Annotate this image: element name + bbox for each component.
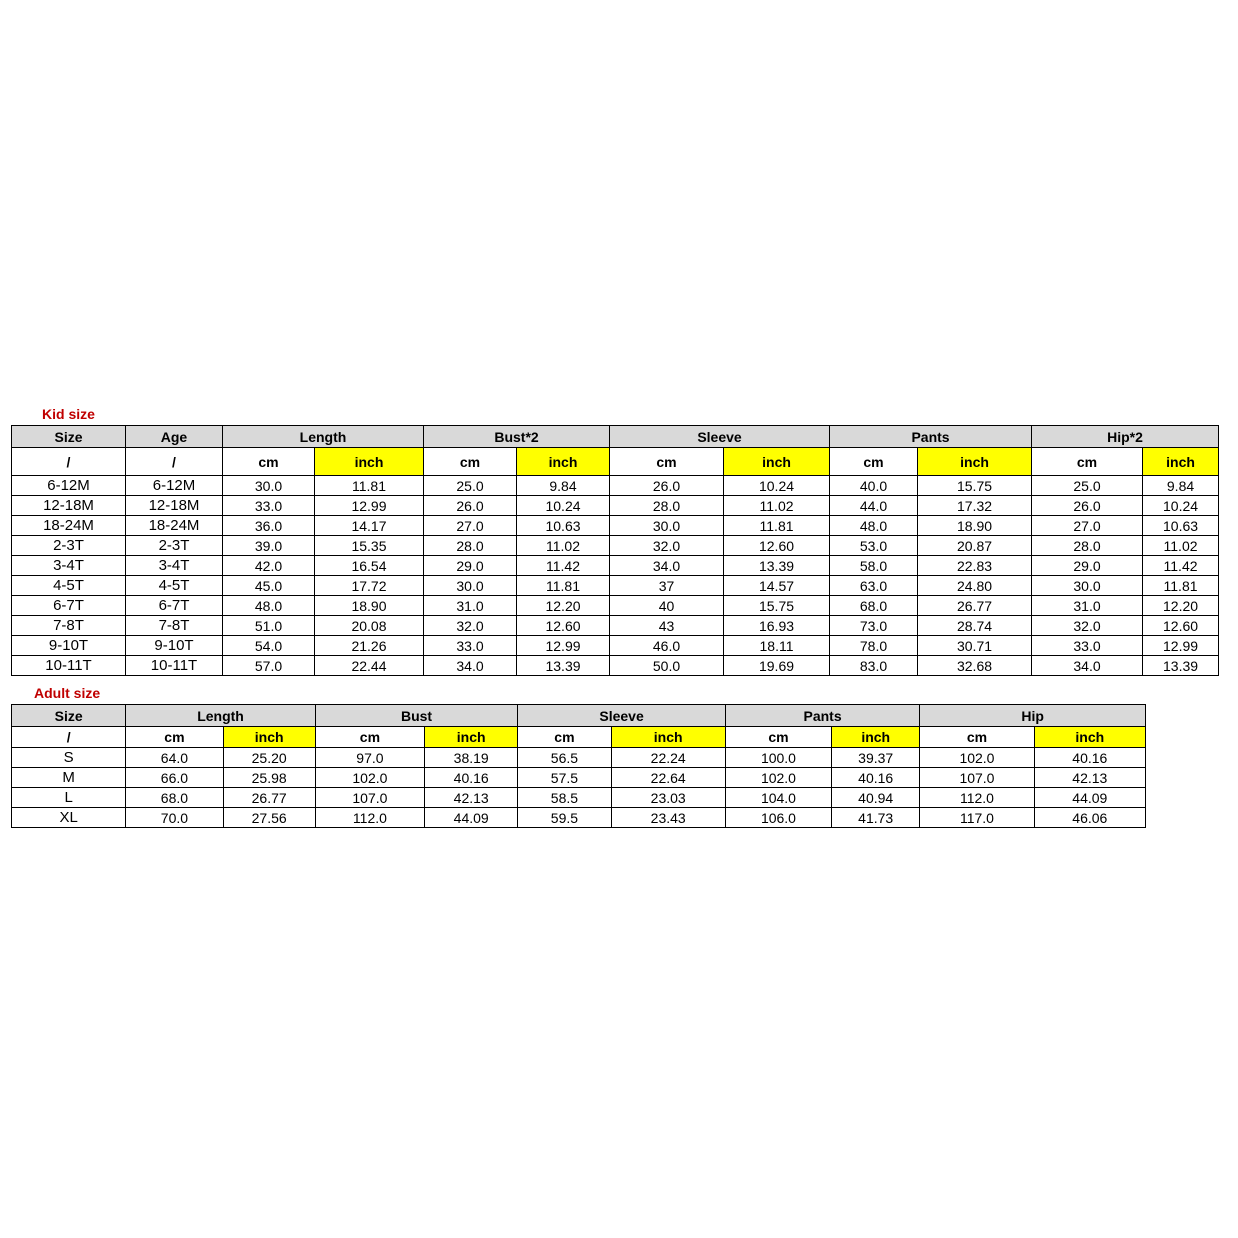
kid-cell: 18.11 (724, 636, 830, 656)
kid-cell: 3-4T (12, 556, 126, 576)
adult-cell: 102.0 (920, 748, 1034, 768)
adult-cell: 112.0 (920, 788, 1034, 808)
adult-unit-cell: cm (126, 727, 223, 748)
kid-cell: 2-3T (12, 536, 126, 556)
adult-cell: 23.43 (611, 808, 725, 828)
kid-cell: 9.84 (1143, 476, 1219, 496)
kid-cell: 28.0 (610, 496, 724, 516)
adult-cell: 44.09 (1034, 788, 1145, 808)
kid-cell: 12.60 (724, 536, 830, 556)
table-row (12, 616, 1219, 636)
adult-cell: 26.77 (223, 788, 315, 808)
kid-cell: 10-11T (126, 656, 223, 676)
adult-cell: 27.56 (223, 808, 315, 828)
adult-cell: 46.06 (1034, 808, 1145, 828)
kid-unit-cell: cm (830, 448, 918, 476)
adult-cell: 42.13 (1034, 768, 1145, 788)
kid-cell: 6-7T (12, 596, 126, 616)
kid-cell: 12.60 (517, 616, 610, 636)
kid-cell: 11.42 (517, 556, 610, 576)
kid-unit-row (12, 448, 1219, 476)
adult-unit-cell: cm (518, 727, 611, 748)
adult-cell: 38.19 (425, 748, 518, 768)
kid-cell: 6-12M (12, 476, 126, 496)
kid-header-cell: Length (223, 426, 424, 448)
kid-cell: 11.02 (517, 536, 610, 556)
adult-cell: 112.0 (315, 808, 424, 828)
adult-size-table (11, 704, 1146, 828)
kid-cell: 34.0 (424, 656, 517, 676)
adult-cell: 70.0 (126, 808, 223, 828)
adult-cell: 25.98 (223, 768, 315, 788)
kid-cell: 30.71 (918, 636, 1032, 656)
adult-cell: 107.0 (315, 788, 424, 808)
kid-cell: 32.0 (1032, 616, 1143, 636)
kid-cell: 30.0 (223, 476, 315, 496)
adult-cell: 104.0 (725, 788, 831, 808)
kid-cell: 2-3T (126, 536, 223, 556)
kid-cell: 50.0 (610, 656, 724, 676)
kid-cell: 6-7T (126, 596, 223, 616)
kid-cell: 26.0 (1032, 496, 1143, 516)
kid-cell: 45.0 (223, 576, 315, 596)
kid-cell: 14.57 (724, 576, 830, 596)
kid-cell: 12.99 (517, 636, 610, 656)
kid-unit-cell: inch (918, 448, 1032, 476)
kid-cell: 26.0 (424, 496, 517, 516)
kid-header-cell: Sleeve (610, 426, 830, 448)
kid-cell: 6-12M (126, 476, 223, 496)
table-row (12, 748, 1146, 768)
kid-unit-cell: inch (517, 448, 610, 476)
kid-cell: 34.0 (1032, 656, 1143, 676)
kid-cell: 22.83 (918, 556, 1032, 576)
adult-cell: 64.0 (126, 748, 223, 768)
kid-cell: 48.0 (830, 516, 918, 536)
kid-cell: 33.0 (1032, 636, 1143, 656)
kid-cell: 18.90 (918, 516, 1032, 536)
kid-cell: 54.0 (223, 636, 315, 656)
kid-cell: 10.63 (1143, 516, 1219, 536)
adult-cell: 42.13 (425, 788, 518, 808)
adult-unit-cell: cm (725, 727, 831, 748)
table-row (12, 556, 1219, 576)
adult-unit-cell: inch (832, 727, 920, 748)
kid-cell: 10.63 (517, 516, 610, 536)
kid-cell: 18.90 (315, 596, 424, 616)
kid-cell: 29.0 (424, 556, 517, 576)
kid-cell: 18-24M (12, 516, 126, 536)
table-row (12, 636, 1219, 656)
kid-cell: 40.0 (830, 476, 918, 496)
kid-cell: 7-8T (126, 616, 223, 636)
adult-unit-cell: inch (1034, 727, 1145, 748)
kid-cell: 4-5T (12, 576, 126, 596)
kid-cell: 10.24 (1143, 496, 1219, 516)
kid-unit-cell: cm (223, 448, 315, 476)
kid-cell: 48.0 (223, 596, 315, 616)
kid-cell: 9-10T (126, 636, 223, 656)
adult-cell: L (12, 788, 126, 808)
adult-cell: 66.0 (126, 768, 223, 788)
kid-cell: 20.08 (315, 616, 424, 636)
kid-cell: 12.20 (517, 596, 610, 616)
adult-header-cell: Size (12, 705, 126, 727)
adult-cell: M (12, 768, 126, 788)
kid-cell: 10-11T (12, 656, 126, 676)
kid-cell: 13.39 (1143, 656, 1219, 676)
adult-header-cell: Pants (725, 705, 919, 727)
adult-cell: 102.0 (725, 768, 831, 788)
kid-cell: 83.0 (830, 656, 918, 676)
kid-cell: 36.0 (223, 516, 315, 536)
kid-cell: 9-10T (12, 636, 126, 656)
adult-unit-cell: / (12, 727, 126, 748)
kid-header-cell: Bust*2 (424, 426, 610, 448)
kid-cell: 11.81 (1143, 576, 1219, 596)
kid-cell: 30.0 (424, 576, 517, 596)
kid-cell: 33.0 (424, 636, 517, 656)
kid-cell: 53.0 (830, 536, 918, 556)
adult-cell: 40.16 (1034, 748, 1145, 768)
kid-cell: 22.44 (315, 656, 424, 676)
kid-cell: 78.0 (830, 636, 918, 656)
kid-cell: 10.24 (517, 496, 610, 516)
kid-cell: 7-8T (12, 616, 126, 636)
kid-cell: 58.0 (830, 556, 918, 576)
adult-header-cell: Sleeve (518, 705, 726, 727)
kid-cell: 34.0 (610, 556, 724, 576)
kid-cell: 57.0 (223, 656, 315, 676)
adult-unit-cell: inch (425, 727, 518, 748)
kid-unit-cell: / (126, 448, 223, 476)
adult-unit-row (12, 727, 1146, 748)
kid-unit-cell: inch (724, 448, 830, 476)
kid-size-table (11, 425, 1219, 676)
kid-cell: 16.93 (724, 616, 830, 636)
kid-cell: 15.75 (918, 476, 1032, 496)
kid-cell: 37 (610, 576, 724, 596)
adult-cell: 57.5 (518, 768, 611, 788)
table-row (12, 496, 1219, 516)
adult-cell: 40.16 (425, 768, 518, 788)
kid-cell: 16.54 (315, 556, 424, 576)
kid-cell: 24.80 (918, 576, 1032, 596)
kid-cell: 11.81 (724, 516, 830, 536)
kid-cell: 15.75 (724, 596, 830, 616)
adult-cell: 44.09 (425, 808, 518, 828)
kid-cell: 17.72 (315, 576, 424, 596)
kid-cell: 32.68 (918, 656, 1032, 676)
adult-cell: 25.20 (223, 748, 315, 768)
adult-header-cell: Length (126, 705, 315, 727)
kid-cell: 32.0 (424, 616, 517, 636)
table-row (12, 516, 1219, 536)
adult-cell: 117.0 (920, 808, 1034, 828)
kid-unit-cell: inch (1143, 448, 1219, 476)
kid-cell: 14.17 (315, 516, 424, 536)
kid-cell: 11.42 (1143, 556, 1219, 576)
adult-cell: 107.0 (920, 768, 1034, 788)
adult-cell: 68.0 (126, 788, 223, 808)
kid-cell: 13.39 (517, 656, 610, 676)
adult-cell: 59.5 (518, 808, 611, 828)
kid-cell: 17.32 (918, 496, 1032, 516)
adult-cell: XL (12, 808, 126, 828)
kid-cell: 63.0 (830, 576, 918, 596)
table-row (12, 808, 1146, 828)
table-row (12, 656, 1219, 676)
kid-cell: 29.0 (1032, 556, 1143, 576)
kid-header-cell: Hip*2 (1032, 426, 1219, 448)
kid-cell: 46.0 (610, 636, 724, 656)
kid-unit-cell: cm (610, 448, 724, 476)
kid-cell: 11.81 (315, 476, 424, 496)
kid-cell: 26.0 (610, 476, 724, 496)
kid-cell: 12-18M (126, 496, 223, 516)
kid-cell: 11.02 (724, 496, 830, 516)
table-row (12, 768, 1146, 788)
kid-cell: 12-18M (12, 496, 126, 516)
kid-cell: 9.84 (517, 476, 610, 496)
kid-cell: 42.0 (223, 556, 315, 576)
table-row (12, 536, 1219, 556)
kid-unit-cell: inch (315, 448, 424, 476)
kid-cell: 25.0 (1032, 476, 1143, 496)
kid-cell: 30.0 (610, 516, 724, 536)
adult-cell: 58.5 (518, 788, 611, 808)
kid-cell: 12.60 (1143, 616, 1219, 636)
kid-unit-cell: cm (1032, 448, 1143, 476)
kid-cell: 40 (610, 596, 724, 616)
kid-cell: 73.0 (830, 616, 918, 636)
kid-unit-cell: cm (424, 448, 517, 476)
kid-cell: 27.0 (424, 516, 517, 536)
adult-cell: 40.16 (832, 768, 920, 788)
kid-cell: 31.0 (424, 596, 517, 616)
adult-unit-cell: cm (920, 727, 1034, 748)
adult-cell: 100.0 (725, 748, 831, 768)
adult-header-cell: Bust (315, 705, 518, 727)
kid-cell: 28.74 (918, 616, 1032, 636)
adult-cell: 97.0 (315, 748, 424, 768)
kid-cell: 10.24 (724, 476, 830, 496)
adult-cell: 40.94 (832, 788, 920, 808)
kid-cell: 25.0 (424, 476, 517, 496)
adult-cell: 23.03 (611, 788, 725, 808)
kid-cell: 39.0 (223, 536, 315, 556)
table-row (12, 476, 1219, 496)
kid-cell: 33.0 (223, 496, 315, 516)
kid-header-cell: Size (12, 426, 126, 448)
kid-header-row (12, 426, 1219, 448)
kid-cell: 44.0 (830, 496, 918, 516)
kid-cell: 12.20 (1143, 596, 1219, 616)
kid-cell: 12.99 (315, 496, 424, 516)
kid-cell: 21.26 (315, 636, 424, 656)
kid-cell: 68.0 (830, 596, 918, 616)
kid-cell: 32.0 (610, 536, 724, 556)
kid-cell: 26.77 (918, 596, 1032, 616)
kid-cell: 20.87 (918, 536, 1032, 556)
kid-cell: 28.0 (1032, 536, 1143, 556)
adult-unit-cell: cm (315, 727, 424, 748)
adult-cell: 56.5 (518, 748, 611, 768)
kid-cell: 51.0 (223, 616, 315, 636)
kid-cell: 3-4T (126, 556, 223, 576)
adult-unit-cell: inch (611, 727, 725, 748)
kid-size-title: Kid size (42, 406, 95, 422)
adult-cell: 106.0 (725, 808, 831, 828)
kid-cell: 15.35 (315, 536, 424, 556)
adult-cell: 39.37 (832, 748, 920, 768)
adult-size-title: Adult size (34, 685, 101, 701)
kid-header-cell: Pants (830, 426, 1032, 448)
adult-unit-cell: inch (223, 727, 315, 748)
adult-cell: 22.64 (611, 768, 725, 788)
kid-cell: 43 (610, 616, 724, 636)
table-row (12, 788, 1146, 808)
kid-cell: 12.99 (1143, 636, 1219, 656)
table-row (12, 576, 1219, 596)
kid-cell: 27.0 (1032, 516, 1143, 536)
adult-header-cell: Hip (920, 705, 1146, 727)
kid-header-cell: Age (126, 426, 223, 448)
kid-cell: 28.0 (424, 536, 517, 556)
kid-cell: 11.02 (1143, 536, 1219, 556)
kid-unit-cell: / (12, 448, 126, 476)
kid-cell: 11.81 (517, 576, 610, 596)
kid-cell: 13.39 (724, 556, 830, 576)
adult-cell: S (12, 748, 126, 768)
table-row (12, 596, 1219, 616)
adult-cell: 102.0 (315, 768, 424, 788)
kid-cell: 18-24M (126, 516, 223, 536)
adult-header-row (12, 705, 1146, 727)
kid-cell: 4-5T (126, 576, 223, 596)
adult-cell: 41.73 (832, 808, 920, 828)
kid-cell: 19.69 (724, 656, 830, 676)
adult-cell: 22.24 (611, 748, 725, 768)
kid-cell: 30.0 (1032, 576, 1143, 596)
kid-cell: 31.0 (1032, 596, 1143, 616)
